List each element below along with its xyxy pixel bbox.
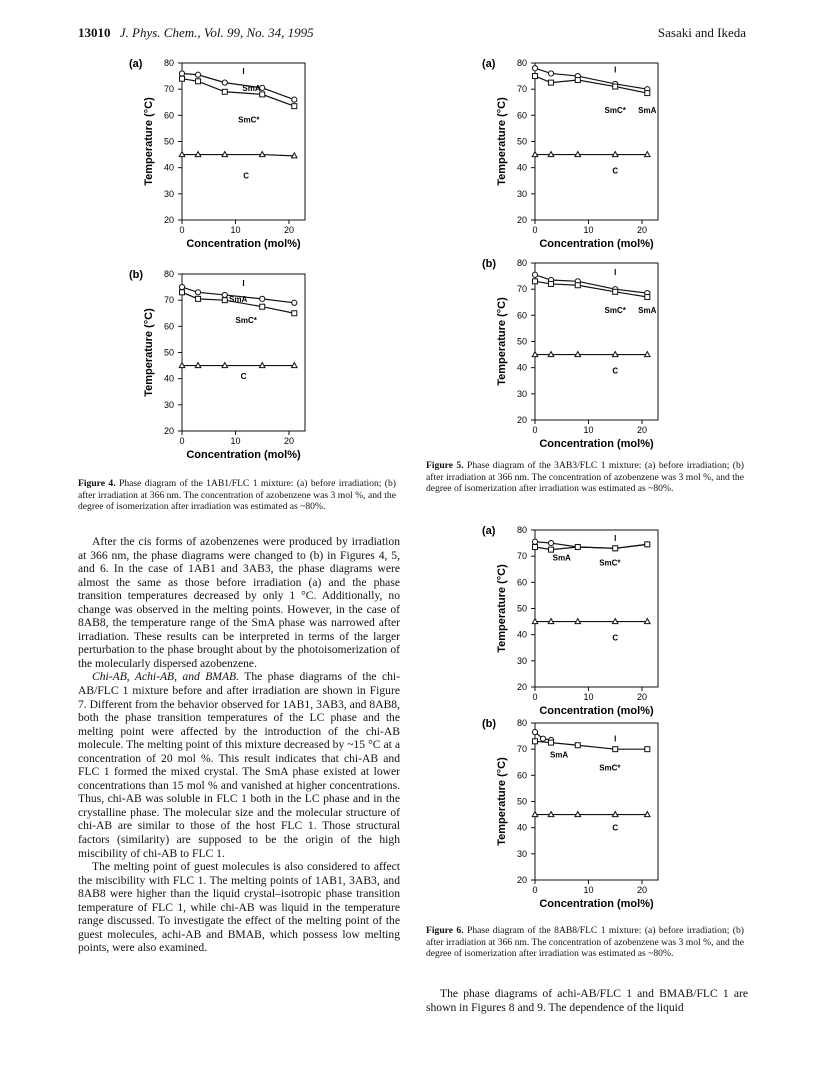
data-point-square — [575, 78, 580, 83]
figure-5a — [480, 55, 725, 255]
section-heading: Chi-AB, Achi-AB, and BMAB. — [92, 670, 240, 684]
data-point-triangle — [532, 352, 538, 357]
data-point-square — [180, 290, 185, 295]
data-point-square — [645, 295, 650, 300]
data-point-triangle — [612, 352, 618, 357]
body-paragraph: The melting point of guest molecules is also considered to affect the miscibility with FLC 1. The melting points of 1AB1, 3AB3, and 8AB8 were higher than the liquid crystal–isotropic phase transition temperature of FLC 1, while chi-AB was liquid in the temperature range discussed. To investigate the effect of the melting point of the guest molecules, achi-AB and BMAB, which possess low melting points, were also examined. — [78, 860, 400, 955]
data-point-circle — [532, 539, 537, 544]
phase-region-label: I — [614, 65, 617, 75]
y-tick-label: 70 — [516, 84, 527, 95]
data-point-triangle — [179, 363, 185, 368]
data-point-triangle — [222, 363, 228, 368]
y-tick-label: 70 — [163, 295, 174, 306]
phase-diagram-chart — [480, 255, 725, 455]
data-point-square — [180, 76, 185, 81]
y-axis-label: Temperature (°C) — [143, 97, 155, 186]
panel-label: (a) — [129, 58, 143, 70]
data-point-square — [645, 542, 650, 547]
data-point-square — [260, 304, 265, 309]
data-point-square — [222, 89, 227, 94]
data-point-square — [549, 547, 554, 552]
phase-region-label: SmC* — [604, 306, 626, 316]
y-tick-label: 60 — [163, 110, 174, 121]
data-point-triangle — [179, 152, 185, 157]
data-point-square — [575, 545, 580, 550]
phase-region-label: C — [612, 366, 619, 376]
data-point-triangle — [259, 152, 265, 157]
phase-diagram-chart — [480, 55, 725, 255]
data-point-triangle — [548, 619, 554, 624]
y-tick-label: 80 — [516, 58, 527, 68]
y-tick-label: 40 — [516, 362, 527, 373]
phase-region-label: I — [242, 279, 245, 289]
data-point-triangle — [532, 152, 538, 157]
data-point-square — [222, 298, 227, 303]
data-point-square — [292, 311, 297, 316]
x-tick-label: 20 — [636, 885, 647, 895]
figure-5-text: Phase diagram of the 3AB3/FLC 1 mixture: (a) before irradiation; (b) after irradiation at 366 nm. The concentration of azobenzene was 3 mol %, and the degree of isomerization after irradiation was estimated as ~80%. — [426, 460, 744, 495]
figure-6-caption — [426, 925, 744, 960]
left-column-text — [78, 535, 400, 955]
data-point-square — [613, 747, 618, 752]
phase-region-label: C — [612, 166, 619, 176]
data-point-circle — [195, 290, 200, 295]
y-tick-label: 20 — [516, 875, 527, 885]
data-point-square — [196, 79, 201, 84]
data-point-square — [549, 281, 554, 286]
page-number: 13010 — [78, 25, 111, 40]
x-tick-label: 20 — [636, 225, 647, 235]
data-point-circle — [548, 540, 553, 545]
y-tick-label: 30 — [163, 188, 174, 199]
y-tick-label: 80 — [516, 525, 527, 535]
data-point-circle — [532, 272, 537, 277]
y-tick-label: 40 — [516, 822, 527, 833]
running-header-authors: Sasaki and Ikeda — [657, 25, 746, 40]
data-point-square — [533, 545, 538, 550]
right-column-text — [426, 987, 748, 1014]
x-tick-label: 0 — [532, 692, 538, 702]
y-tick-label: 70 — [516, 284, 527, 295]
y-tick-label: 30 — [516, 655, 527, 666]
y-axis-label: Temperature (°C) — [496, 97, 508, 186]
phase-region-label: C — [243, 171, 250, 181]
body-paragraph-text: The phase diagrams of the chi-AB/FLC 1 mixture before and after irradiation are shown in Figure 7. Different from the behavior observed for 1AB1, 3AB3, and 8AB8, both the phase transition temperatures of the LC phase and the melting point were affected by the introduction of the chi-AB molecule. The melting point of this mixture decreased by ~15 °C at a concentration of 20 mol %. This result indicates that chi-AB and FLC 1 formed the mixed crystal. The SmA phase existed at lower concentrations than 15 mol % and vanished at higher concentrations. Thus, chi-AB was soluble in FLC 1 both in the LC phase and in the crystalline phase. The molecular size and the molecular structure of chi-AB are similar to those of the host FLC 1. Those structural factors (similarity) are supposed to be the origin of the high miscibility of chi-AB to FLC 1. — [78, 670, 400, 860]
y-tick-label: 50 — [516, 603, 527, 614]
phase-region-label: I — [242, 66, 245, 76]
y-tick-label: 70 — [163, 84, 174, 95]
data-point-circle — [548, 71, 553, 76]
figure-6b — [480, 715, 725, 915]
phase-region-label: C — [240, 372, 247, 382]
data-point-triangle — [645, 812, 651, 817]
phase-region-label: SmA — [552, 553, 571, 563]
x-tick-label: 20 — [283, 225, 294, 235]
data-point-circle — [532, 66, 537, 71]
phase-region-label: C — [612, 823, 619, 833]
data-point-square — [292, 104, 297, 109]
phase-region-label: SmA — [638, 106, 657, 116]
y-tick-label: 80 — [516, 258, 527, 268]
phase-diagram-chart — [127, 55, 372, 255]
figure-4a — [127, 55, 372, 255]
data-point-triangle — [612, 619, 618, 624]
x-tick-label: 10 — [230, 436, 241, 446]
y-axis-label: Temperature (°C) — [496, 297, 508, 386]
y-tick-label: 30 — [516, 848, 527, 859]
data-point-square — [613, 546, 618, 551]
panel-label: (a) — [482, 58, 496, 70]
x-tick-label: 0 — [532, 425, 538, 435]
data-point-triangle — [532, 619, 538, 624]
data-point-triangle — [548, 812, 554, 817]
phase-region-label: SmC* — [238, 115, 260, 125]
x-tick-label: 0 — [179, 225, 185, 235]
data-point-triangle — [575, 812, 581, 817]
data-point-circle — [292, 97, 297, 102]
data-point-triangle — [259, 363, 265, 368]
data-point-square — [613, 289, 618, 294]
data-point-triangle — [548, 352, 554, 357]
phase-region-label: SmA — [549, 750, 569, 760]
phase-diagram-chart — [480, 715, 725, 915]
x-axis-label: Concentration (mol%) — [539, 898, 654, 910]
data-point-triangle — [575, 352, 581, 357]
y-tick-label: 40 — [516, 162, 527, 173]
x-tick-label: 10 — [230, 225, 241, 235]
y-tick-label: 50 — [516, 796, 527, 807]
y-tick-label: 30 — [516, 188, 527, 199]
data-point-square — [533, 739, 538, 744]
data-point-triangle — [645, 152, 651, 157]
data-point-triangle — [612, 812, 618, 817]
x-tick-label: 10 — [583, 225, 594, 235]
data-point-triangle — [292, 363, 298, 368]
y-tick-label: 60 — [163, 321, 174, 332]
data-point-square — [549, 740, 554, 745]
x-tick-label: 20 — [636, 425, 647, 435]
x-tick-label: 20 — [283, 436, 294, 446]
data-point-square — [575, 283, 580, 288]
data-point-triangle — [575, 152, 581, 157]
phase-diagram-chart — [480, 522, 725, 722]
phase-region-label: I — [614, 268, 617, 278]
data-point-triangle — [292, 153, 298, 158]
journal-citation: J. Phys. Chem., Vol. 99, No. 34, 1995 — [119, 25, 314, 40]
y-tick-label: 30 — [163, 399, 174, 410]
y-tick-label: 20 — [163, 215, 174, 225]
figure-4-caption — [78, 478, 396, 513]
x-axis-label: Concentration (mol%) — [186, 238, 301, 250]
panel-label: (b) — [129, 269, 144, 281]
figure-4b — [127, 266, 372, 466]
body-paragraph: After the cis forms of azobenzenes were produced by irradiation at 366 nm, the phase diagrams were changed to (b) in Figures 4, 5, and 6. In the case of 1AB1 and 3AB3, the phase diagrams were almost the same as those before irradiation (a) and the phase transition temperatures decreased by only 1 °C. Additionally, no change was observed in the melting points. However, in the case of 8AB8, the temperature range of the SmA phase was narrowed after irradiation. These results can be interpreted in terms of the larger perturbation to the phase brought about by the photoisomerization of the molecularly dispersed azobenzene. — [78, 535, 400, 670]
panel-label: (b) — [482, 258, 497, 270]
figure-4-text: Phase diagram of the 1AB1/FLC 1 mixture: (a) before irradiation; (b) after irradiation at 366 nm. The concentration of azobenzene was 3 mol %, and the degree of isomerization after irradiation was estimated as ~80%. — [78, 478, 396, 513]
data-point-square — [575, 743, 580, 748]
panel-label: (a) — [482, 525, 496, 537]
x-axis-label: Concentration (mol%) — [186, 449, 301, 461]
y-axis-label: Temperature (°C) — [496, 564, 508, 653]
phase-region-label: SmC* — [599, 558, 621, 568]
data-point-square — [533, 279, 538, 284]
y-tick-label: 70 — [516, 551, 527, 562]
phase-region-label: SmC* — [235, 315, 257, 325]
x-tick-label: 20 — [636, 692, 647, 702]
x-axis-label: Concentration (mol%) — [539, 705, 654, 717]
data-point-circle — [222, 80, 227, 85]
x-tick-label: 0 — [532, 225, 538, 235]
y-tick-label: 30 — [516, 388, 527, 399]
plot-frame — [535, 63, 658, 220]
y-tick-label: 70 — [516, 744, 527, 755]
data-point-triangle — [548, 152, 554, 157]
panel-label: (b) — [482, 718, 497, 730]
data-point-square — [549, 80, 554, 85]
y-axis-label: Temperature (°C) — [496, 757, 508, 846]
data-point-circle — [179, 71, 184, 76]
phase-region-label: I — [614, 533, 617, 543]
y-tick-label: 80 — [163, 269, 174, 279]
phase-region-label: SmC* — [599, 763, 621, 773]
body-paragraph — [78, 670, 400, 860]
y-tick-label: 80 — [516, 718, 527, 728]
phase-region-label: SmA — [229, 294, 248, 304]
data-point-square — [645, 747, 650, 752]
data-point-circle — [195, 72, 200, 77]
data-point-circle — [532, 730, 537, 735]
y-tick-label: 20 — [516, 215, 527, 225]
y-tick-label: 50 — [163, 347, 174, 358]
data-point-circle — [260, 296, 265, 301]
data-point-triangle — [645, 352, 651, 357]
phase-region-label: SmA — [638, 306, 657, 316]
plot-frame — [535, 723, 658, 880]
data-point-triangle — [645, 619, 651, 624]
y-tick-label: 40 — [163, 162, 174, 173]
data-point-triangle — [612, 152, 618, 157]
data-point-square — [533, 74, 538, 79]
figure-6-label: Figure 6. — [426, 925, 464, 936]
data-point-square — [613, 84, 618, 89]
phase-region-label: SmC* — [604, 106, 626, 116]
x-tick-label: 0 — [179, 436, 185, 446]
data-point-triangle — [532, 812, 538, 817]
y-tick-label: 40 — [163, 373, 174, 384]
phase-region-label: SmA — [242, 83, 261, 93]
running-header-left — [78, 25, 314, 41]
data-point-circle — [179, 284, 184, 289]
x-tick-label: 10 — [583, 885, 594, 895]
phase-region-label: C — [612, 633, 619, 643]
y-tick-label: 60 — [516, 577, 527, 588]
figure-5-caption — [426, 460, 744, 495]
y-tick-label: 40 — [516, 629, 527, 640]
data-point-triangle — [195, 152, 201, 157]
data-point-square — [645, 91, 650, 96]
figure-4-label: Figure 4. — [78, 478, 116, 489]
data-point-triangle — [195, 363, 201, 368]
y-tick-label: 20 — [163, 426, 174, 436]
body-paragraph: The phase diagrams of achi-AB/FLC 1 and BMAB/FLC 1 are shown in Figures 8 and 9. The dependence of the liquid — [426, 987, 748, 1014]
y-tick-label: 20 — [516, 682, 527, 692]
figure-6-text: Phase diagram of the 8AB8/FLC 1 mixture: (a) before irradiation; (b) after irradiation at 366 nm. The concentration of azobenzene was 3 mol %, and the degree of isomerization after irradiation was estimated as ~80%. — [426, 925, 744, 960]
x-tick-label: 10 — [583, 425, 594, 435]
figure-6a — [480, 522, 725, 722]
data-point-square — [196, 296, 201, 301]
data-point-triangle — [575, 619, 581, 624]
y-tick-label: 20 — [516, 415, 527, 425]
x-tick-label: 0 — [532, 885, 538, 895]
phase-region-label: I — [614, 734, 617, 744]
phase-diagram-chart — [127, 266, 372, 466]
data-point-triangle — [222, 152, 228, 157]
y-tick-label: 60 — [516, 310, 527, 321]
y-tick-label: 50 — [516, 336, 527, 347]
data-point-circle — [292, 300, 297, 305]
y-tick-label: 80 — [163, 58, 174, 68]
y-tick-label: 50 — [163, 136, 174, 147]
x-axis-label: Concentration (mol%) — [539, 438, 654, 450]
y-axis-label: Temperature (°C) — [143, 308, 155, 397]
x-axis-label: Concentration (mol%) — [539, 238, 654, 250]
y-tick-label: 60 — [516, 110, 527, 121]
x-tick-label: 10 — [583, 692, 594, 702]
y-tick-label: 50 — [516, 136, 527, 147]
data-point-circle — [540, 736, 545, 741]
y-tick-label: 60 — [516, 770, 527, 781]
figure-5b — [480, 255, 725, 455]
data-point-circle — [222, 292, 227, 297]
figure-5-label: Figure 5. — [426, 460, 464, 471]
